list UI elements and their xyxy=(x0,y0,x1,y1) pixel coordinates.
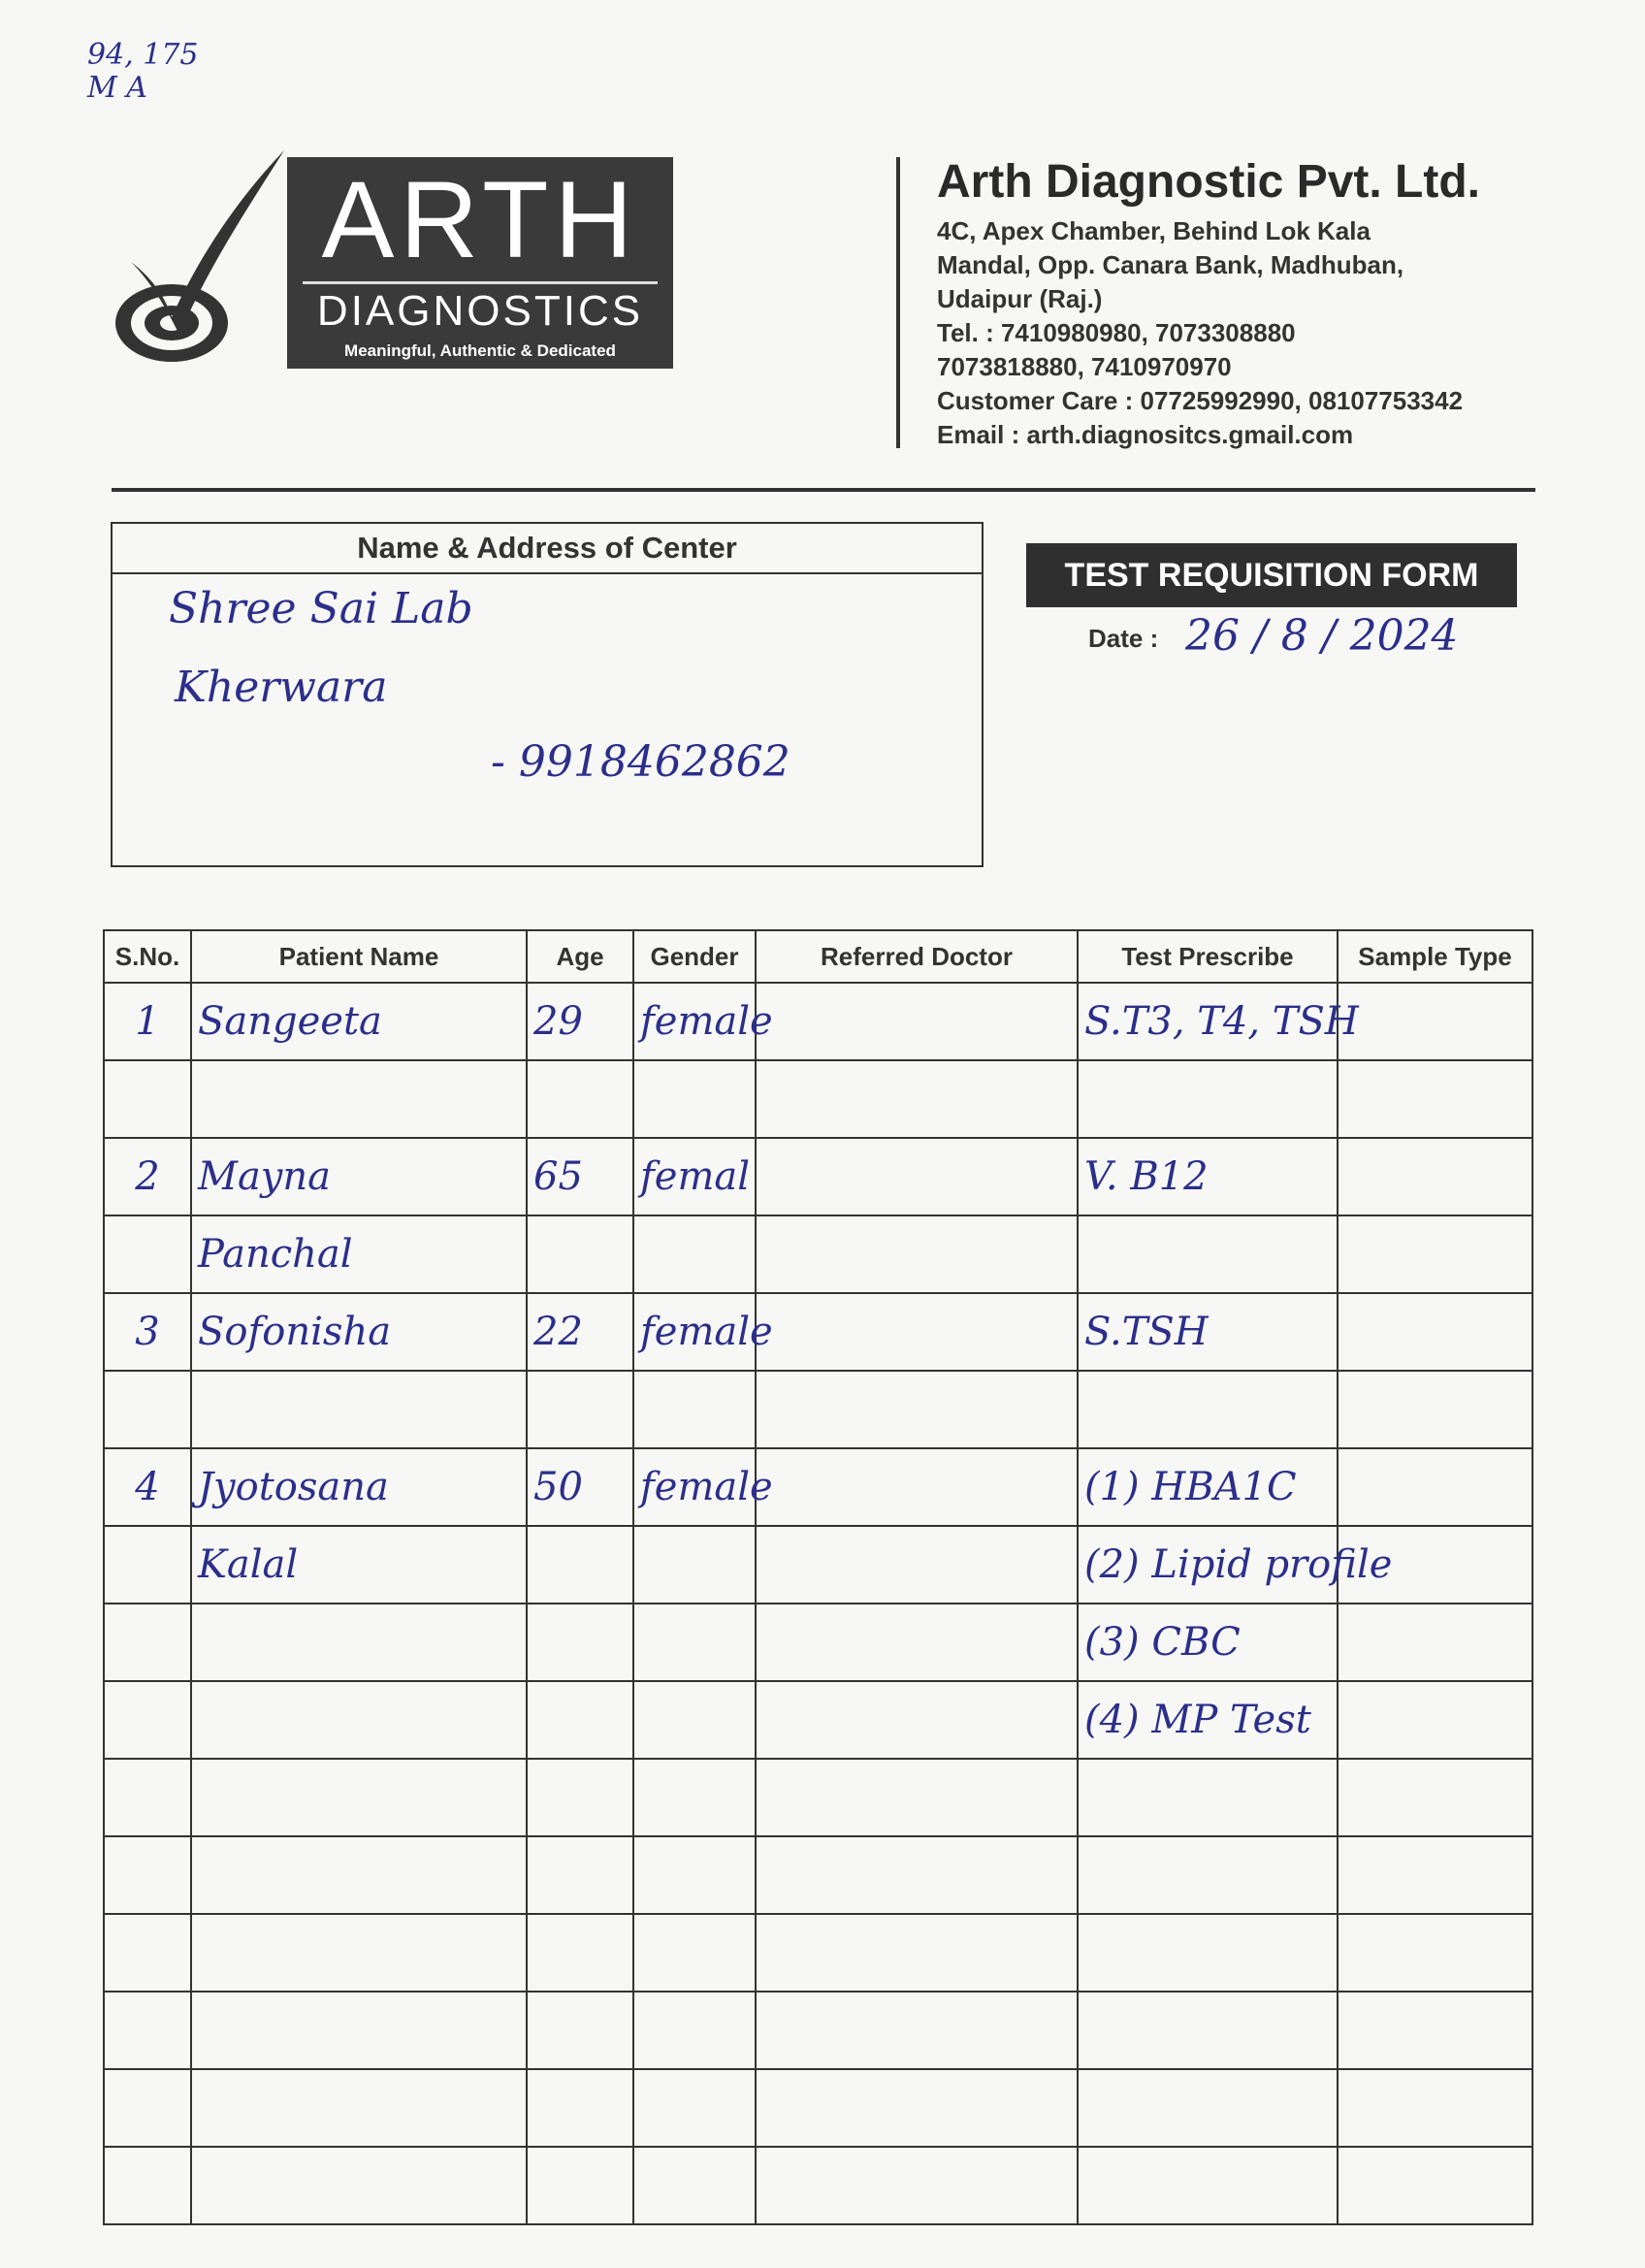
corner-note-top: 94, 175 xyxy=(87,38,199,72)
header-referred-doctor: Referred Doctor xyxy=(756,930,1078,983)
cell-sno: 1 xyxy=(104,983,191,1060)
cell-sample-type xyxy=(1338,1992,1532,2069)
cell-referred-doctor xyxy=(756,1060,1078,1138)
cell-test-prescribe: (2) Lipid profile xyxy=(1078,1526,1338,1604)
table-row xyxy=(104,1371,1532,1448)
cell-test-prescribe: V. B12 xyxy=(1078,1138,1338,1215)
cell-gender xyxy=(633,1836,756,1914)
cell-age xyxy=(527,1681,633,1759)
table-row xyxy=(104,1759,1532,1836)
cell-test-prescribe xyxy=(1078,1371,1338,1448)
table-body xyxy=(104,983,1532,2224)
company-address-line: Mandal, Opp. Canara Bank, Madhuban, xyxy=(937,250,1404,279)
cell-patient-name: Sofonisha xyxy=(191,1293,527,1371)
cell-sample-type xyxy=(1338,983,1532,1060)
cell-referred-doctor xyxy=(756,983,1078,1060)
cell-patient-name xyxy=(191,2147,527,2224)
cell-sno xyxy=(104,1681,191,1759)
header-age: Age xyxy=(527,930,633,983)
cell-test-prescribe xyxy=(1078,1060,1338,1138)
table-header xyxy=(104,930,1532,983)
cell-sample-type xyxy=(1338,1060,1532,1138)
cell-patient-name xyxy=(191,1759,527,1836)
cell-age: 22 xyxy=(527,1293,633,1371)
cell-patient-name xyxy=(191,1604,527,1681)
cell-age xyxy=(527,2069,633,2147)
cell-age xyxy=(527,1992,633,2069)
cell-sno: 3 xyxy=(104,1293,191,1371)
company-name: Arth Diagnostic Pvt. Ltd. xyxy=(937,156,1481,208)
cell-test-prescribe xyxy=(1078,1992,1338,2069)
cell-gender xyxy=(633,2069,756,2147)
cell-referred-doctor xyxy=(756,1138,1078,1215)
cell-patient-name xyxy=(191,1060,527,1138)
cell-gender xyxy=(633,1681,756,1759)
cell-age xyxy=(527,1526,633,1604)
logo-subword: DIAGNOSTICS xyxy=(316,287,644,335)
center-name: Shree Sai Lab xyxy=(169,584,473,633)
cell-sno xyxy=(104,1060,191,1138)
cell-referred-doctor xyxy=(756,1681,1078,1759)
table-row xyxy=(104,1992,1532,2069)
cell-gender xyxy=(633,1992,756,2069)
cell-sno xyxy=(104,1914,191,1992)
cell-patient-name xyxy=(191,1914,527,1992)
cell-test-prescribe: (4) MP Test xyxy=(1078,1681,1338,1759)
cell-sno xyxy=(104,1992,191,2069)
logo-rule xyxy=(303,281,658,284)
cell-test-prescribe xyxy=(1078,2147,1338,2224)
cell-referred-doctor xyxy=(756,2069,1078,2147)
date-label: Date : xyxy=(1088,624,1159,653)
cell-referred-doctor xyxy=(756,1293,1078,1371)
logo-word: ARTH xyxy=(321,159,639,280)
date-value: 26 / 8 / 2024 xyxy=(1185,611,1459,661)
cell-age xyxy=(527,1371,633,1448)
company-customer-care: Customer Care : 07725992990, 08107753342 xyxy=(937,386,1464,415)
cell-test-prescribe: (3) CBC xyxy=(1078,1604,1338,1681)
cell-test-prescribe: S.T3, T4, TSH xyxy=(1078,983,1338,1060)
header-rule xyxy=(112,488,1535,492)
cell-test-prescribe xyxy=(1078,2069,1338,2147)
cell-test-prescribe: (1) HBA1C xyxy=(1078,1448,1338,1526)
cell-patient-name: Jyotosana xyxy=(191,1448,527,1526)
table-row xyxy=(104,1293,1532,1371)
company-address-line: Udaipur (Raj.) xyxy=(937,284,1103,313)
cell-referred-doctor xyxy=(756,1759,1078,1836)
table-row xyxy=(104,1681,1532,1759)
cell-sno xyxy=(104,2069,191,2147)
cell-age xyxy=(527,1759,633,1836)
cell-gender xyxy=(633,1060,756,1138)
table-row xyxy=(104,1138,1532,1215)
center-place: Kherwara xyxy=(175,663,388,712)
header-sample-type: Sample Type xyxy=(1338,930,1532,983)
center-box-title: Name & Address of Center xyxy=(113,524,982,574)
cell-sample-type xyxy=(1338,1448,1532,1526)
table-row xyxy=(104,1448,1532,1526)
cell-gender xyxy=(633,1759,756,1836)
company-email: Email : arth.diagnositcs.gmail.com xyxy=(937,420,1354,449)
cell-sample-type xyxy=(1338,1215,1532,1293)
cell-age: 50 xyxy=(527,1448,633,1526)
cell-age: 65 xyxy=(527,1138,633,1215)
cell-referred-doctor xyxy=(756,1215,1078,1293)
cell-age xyxy=(527,1604,633,1681)
cell-sample-type xyxy=(1338,1681,1532,1759)
cell-gender xyxy=(633,2147,756,2224)
cell-patient-name xyxy=(191,1992,527,2069)
cell-referred-doctor xyxy=(756,1836,1078,1914)
table-row xyxy=(104,1836,1532,1914)
cell-referred-doctor xyxy=(756,1371,1078,1448)
cell-gender: femal xyxy=(633,1138,756,1215)
cell-gender: female xyxy=(633,983,756,1060)
cell-age xyxy=(527,1060,633,1138)
table-row xyxy=(104,2069,1532,2147)
cell-gender xyxy=(633,1914,756,1992)
company-phone-line: 7073818880, 7410970970 xyxy=(937,352,1232,381)
cell-sample-type xyxy=(1338,1371,1532,1448)
cell-sample-type xyxy=(1338,1914,1532,1992)
cell-gender: female xyxy=(633,1448,756,1526)
cell-sample-type xyxy=(1338,1604,1532,1681)
cell-test-prescribe: S.TSH xyxy=(1078,1293,1338,1371)
header-sno: S.No. xyxy=(104,930,191,983)
cell-referred-doctor xyxy=(756,1448,1078,1526)
table-row xyxy=(104,1526,1532,1604)
cell-sno: 4 xyxy=(104,1448,191,1526)
table-row xyxy=(104,1215,1532,1293)
cell-age xyxy=(527,2147,633,2224)
cell-patient-name: Sangeeta xyxy=(191,983,527,1060)
corner-note-bottom: M A xyxy=(87,71,147,105)
cell-referred-doctor xyxy=(756,1914,1078,1992)
cell-gender xyxy=(633,1371,756,1448)
center-phone: - 9918462862 xyxy=(491,737,790,787)
cell-test-prescribe xyxy=(1078,1914,1338,1992)
cell-referred-doctor xyxy=(756,1992,1078,2069)
cell-age xyxy=(527,1215,633,1293)
header-test-prescribe: Test Prescribe xyxy=(1078,930,1338,983)
target-checkmark-icon xyxy=(112,150,286,383)
cell-sno xyxy=(104,1836,191,1914)
cell-test-prescribe xyxy=(1078,1836,1338,1914)
logo-tagline: Meaningful, Authentic & Dedicated xyxy=(344,341,616,360)
patient-table xyxy=(103,929,1533,2225)
cell-sno: 2 xyxy=(104,1138,191,1215)
cell-sample-type xyxy=(1338,2147,1532,2224)
cell-age xyxy=(527,1914,633,1992)
cell-sno xyxy=(104,1371,191,1448)
corner-handwritten-note xyxy=(87,39,199,105)
cell-sample-type xyxy=(1338,1293,1532,1371)
company-phone-line: Tel. : 7410980980, 7073308880 xyxy=(937,318,1296,347)
cell-referred-doctor xyxy=(756,2147,1078,2224)
cell-gender xyxy=(633,1604,756,1681)
cell-gender xyxy=(633,1215,756,1293)
cell-sample-type xyxy=(1338,1138,1532,1215)
header-divider xyxy=(896,157,900,448)
cell-patient-name: Kalal xyxy=(191,1526,527,1604)
header-gender: Gender xyxy=(633,930,756,983)
cell-referred-doctor xyxy=(756,1604,1078,1681)
cell-sno xyxy=(104,1526,191,1604)
cell-patient-name: Panchal xyxy=(191,1215,527,1293)
cell-test-prescribe xyxy=(1078,1215,1338,1293)
table-row xyxy=(104,2147,1532,2224)
cell-sample-type xyxy=(1338,2069,1532,2147)
cell-test-prescribe xyxy=(1078,1759,1338,1836)
form-title-banner: TEST REQUISITION FORM xyxy=(1026,543,1517,607)
company-info xyxy=(937,150,1558,452)
cell-sno xyxy=(104,2147,191,2224)
center-address-box xyxy=(111,522,984,867)
logo-box xyxy=(287,157,673,369)
cell-gender: female xyxy=(633,1293,756,1371)
table-row xyxy=(104,983,1532,1060)
cell-sno xyxy=(104,1759,191,1836)
cell-sno xyxy=(104,1215,191,1293)
cell-referred-doctor xyxy=(756,1526,1078,1604)
header-patient-name: Patient Name xyxy=(191,930,527,983)
cell-sno xyxy=(104,1604,191,1681)
cell-patient-name xyxy=(191,1681,527,1759)
cell-patient-name xyxy=(191,1836,527,1914)
cell-age: 29 xyxy=(527,983,633,1060)
table-row xyxy=(104,1604,1532,1681)
table-row xyxy=(104,1914,1532,1992)
cell-gender xyxy=(633,1526,756,1604)
cell-age xyxy=(527,1836,633,1914)
company-address-line: 4C, Apex Chamber, Behind Lok Kala xyxy=(937,216,1371,245)
cell-patient-name xyxy=(191,2069,527,2147)
cell-patient-name: Mayna xyxy=(191,1138,527,1215)
cell-sample-type xyxy=(1338,1836,1532,1914)
cell-sample-type xyxy=(1338,1759,1532,1836)
table-row xyxy=(104,1060,1532,1138)
cell-patient-name xyxy=(191,1371,527,1448)
